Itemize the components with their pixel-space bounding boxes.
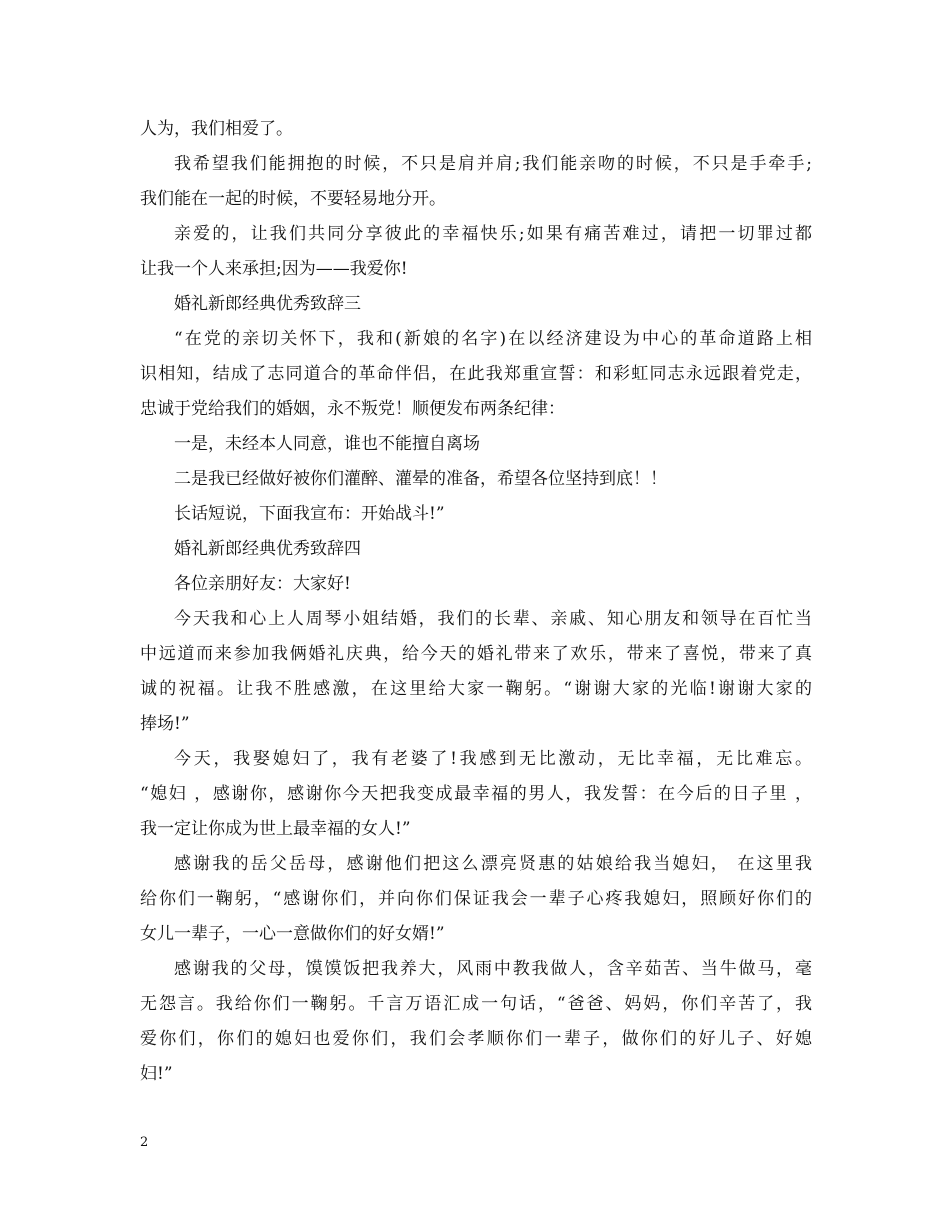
text-line: 捧场!” xyxy=(140,714,190,734)
text-line: 忠诚于党给我们的婚姻，永不叛党！顺便发布两条纪律： xyxy=(140,399,565,419)
text-line: 识相知，结成了志同道合的革命伴侣，在此我郑重宣誓：和彩虹同志永远跟着党走， xyxy=(140,364,812,384)
text-line: 婚礼新郎经典优秀致辞四 xyxy=(174,539,361,559)
text-line: 中远道而来参加我俩婚礼庆典，给今天的婚礼带来了欢乐，带来了喜悦，带来了真 xyxy=(140,644,812,664)
text-line: 我希望我们能拥抱的时候，不只是肩并肩;我们能亲吻的时候，不只是手牵手; xyxy=(174,154,812,174)
text-line: 妇!” xyxy=(140,1064,173,1084)
text-line: 给你们一鞠躬，“感谢你们，并向你们保证我会一辈子心疼我媳妇，照顾好你们的 xyxy=(140,889,812,909)
text-line: 人为，我们相爱了。 xyxy=(140,119,293,139)
text-line: 长话短说，下面我宣布：开始战斗!” xyxy=(174,504,445,524)
text-line: “在党的亲切关怀下，我和(新娘的名字)在以经济建设为中心的革命道路上相 xyxy=(174,329,812,349)
text-line: 女儿一辈子，一心一意做你们的好女婿!” xyxy=(140,924,445,944)
text-line: 诚的祝福。让我不胜感激，在这里给大家一鞠躬。“谢谢大家的光临!谢谢大家的 xyxy=(140,679,812,699)
text-line: 感谢我的岳父岳母，感谢他们把这么漂亮贤惠的姑娘给我当媳妇， 在这里我 xyxy=(174,854,812,874)
text-line: “媳妇 ，感谢你，感谢你今天把我变成最幸福的男人，我发誓：在今后的日子里 ， xyxy=(140,784,812,804)
text-line: 我们能在一起的时候，不要轻易地分开。 xyxy=(140,189,446,209)
text-line: 各位亲朋好友：大家好! xyxy=(174,574,351,594)
text-line: 今天，我娶媳妇了，我有老婆了!我感到无比激动，无比幸福，无比难忘。 xyxy=(174,749,812,769)
text-line: 二是我已经做好被你们灌醉、灌晕的准备，希望各位坚持到底！！ xyxy=(174,469,667,489)
text-line: 今天我和心上人周琴小姐结婚，我们的长辈、亲戚、知心朋友和领导在百忙当 xyxy=(174,609,812,629)
text-line: 婚礼新郎经典优秀致辞三 xyxy=(174,294,361,314)
text-line: 一是，未经本人同意，谁也不能擅自离场 xyxy=(174,434,480,454)
page-number: 2 xyxy=(140,1135,149,1150)
text-line: 亲爱的，让我们共同分享彼此的幸福快乐;如果有痛苦难过，请把一切罪过都 xyxy=(174,224,812,244)
text-line: 让我一个人来承担;因为——我爱你! xyxy=(140,259,408,279)
text-line: 爱你们，你们的媳妇也爱你们，我们会孝顺你们一辈子，做你们的好儿子、好媳 xyxy=(140,1029,812,1049)
text-line: 我一定让你成为世上最幸福的女人!” xyxy=(140,819,411,839)
text-line: 无怨言。我给你们一鞠躬。千言万语汇成一句话，“爸爸、妈妈，你们辛苦了，我 xyxy=(140,994,812,1014)
document-body xyxy=(140,112,812,1092)
text-line: 感谢我的父母，馍馍饭把我养大，风雨中教我做人，含辛茹苦、当牛做马，毫 xyxy=(174,959,812,979)
